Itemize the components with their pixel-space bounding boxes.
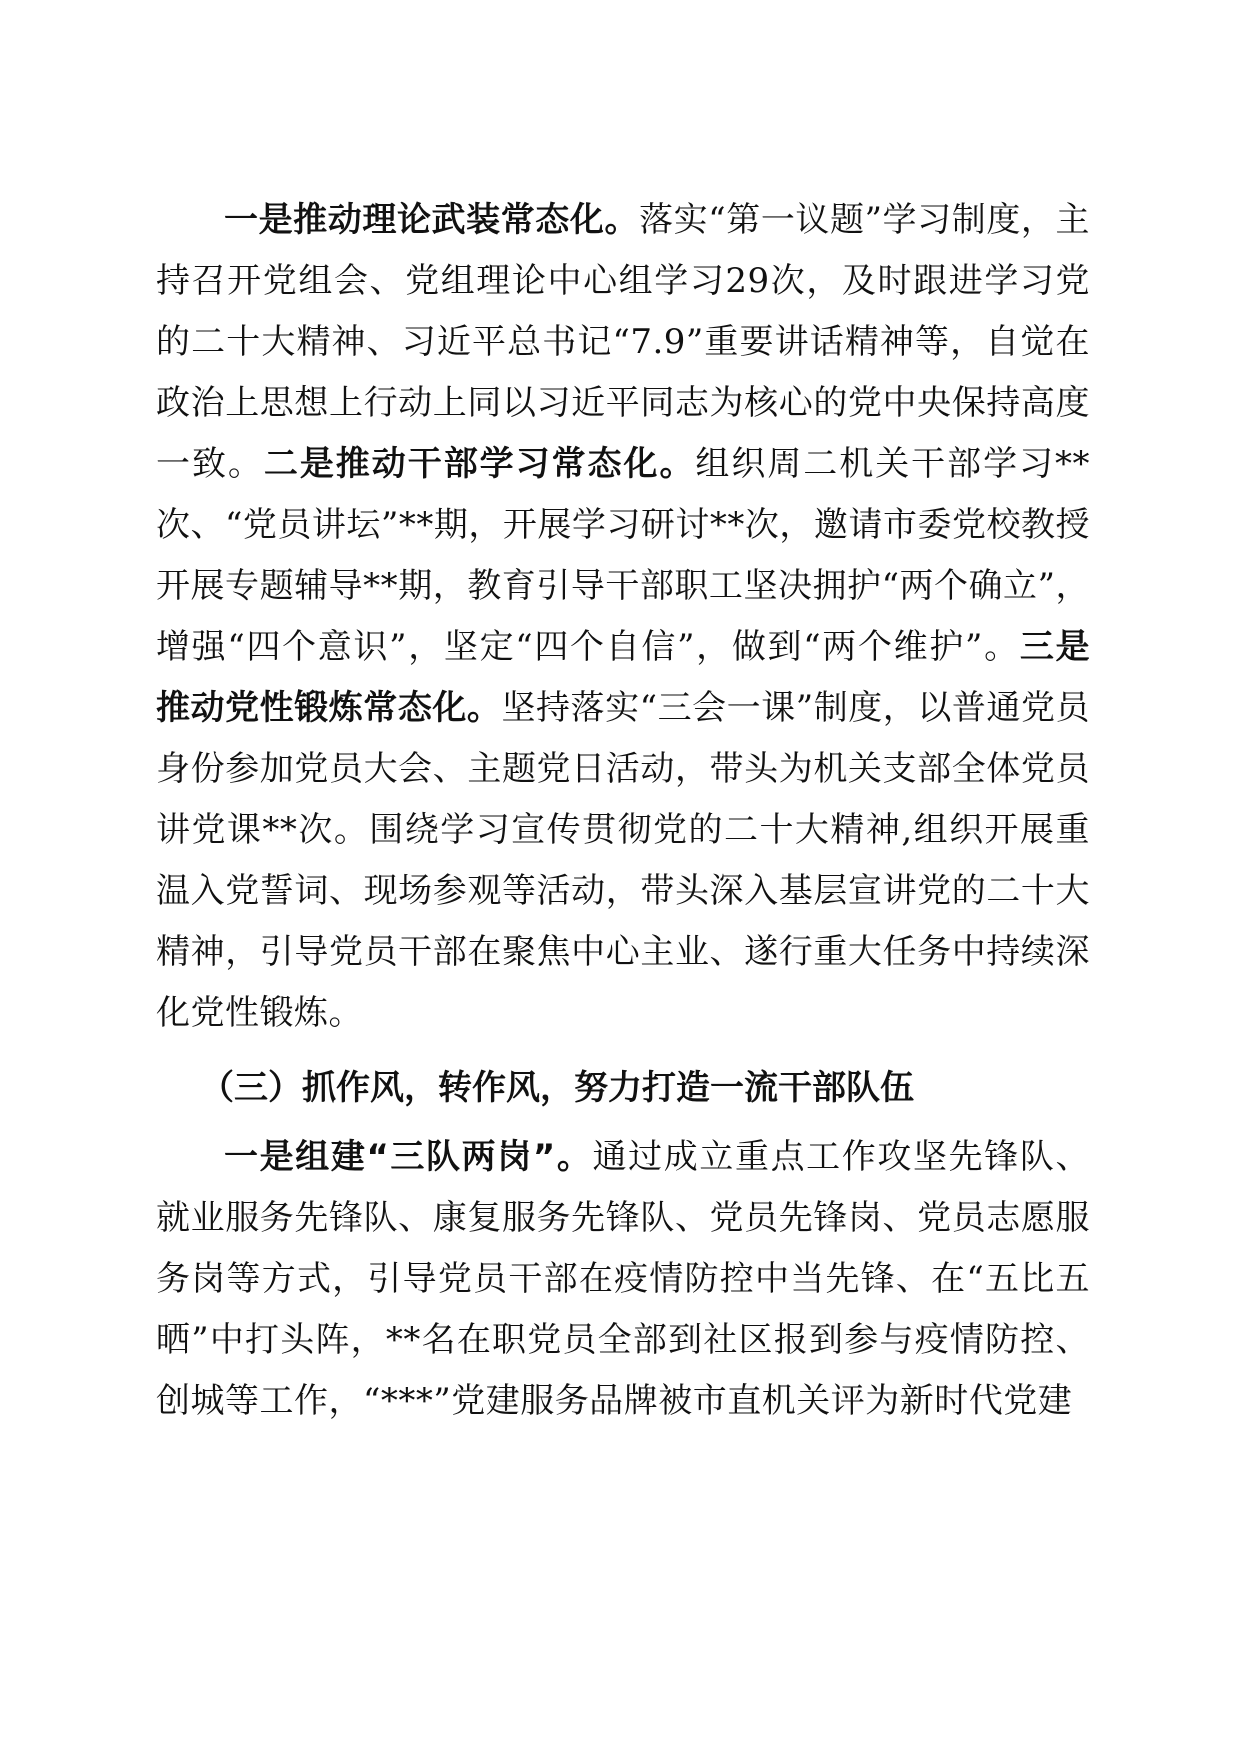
lead-cadre-study: 二是推动干部学习常态化。 xyxy=(263,444,696,484)
paragraph-theory-study xyxy=(156,190,1090,1044)
lead-teams-posts: 一是组建“三队两岗”。 xyxy=(224,1137,593,1177)
paragraph-teams-posts xyxy=(156,1127,1090,1432)
text-party-spirit: 坚持落实“三会一课”制度，以普通党员身份参加党员大会、主题党日活动，带头为机关支部全体党员讲党课**次。围绕学习宣传贯彻党的二十大精神,组织开展重温入党誓词、现场参观等活动，带头深入基层宣讲党的二十大精神，引导党员干部在聚焦中心主业、遂行重大任务中持续深化党性锻炼。 xyxy=(156,688,1091,1033)
document-page xyxy=(156,190,1090,1432)
lead-theory-armament: 一是推动理论武装常态化。 xyxy=(224,200,640,240)
text-teams-posts: 通过成立重点工作攻坚先锋队、就业服务先锋队、康复服务先锋队、党员先锋岗、党员志愿服务岗等方式，引导党员干部在疫情防控中当先锋、在“五比五晒”中打头阵，**名在职党员全部到社区报到参与疫情防控、创城等工作，“***”党建服务品牌被市直机关评为新时代党建 xyxy=(156,1137,1090,1421)
lead-party-spirit: 三是推动党性锻炼常态化。 xyxy=(156,627,1090,728)
text-theory-armament: 落实“第一议题”学习制度，主持召开党组会、党组理论中心组学习29次，及时跟进学习党的二十大精神、习近平总书记“7.9”重要讲话精神等，自觉在政治上思想上行动上同以习近平同志为核心的党中央保持高度一致。 xyxy=(156,200,1091,484)
section-heading: （三）抓作风，转作风，努力打造一流干部队伍 xyxy=(200,1068,914,1108)
text-cadre-study: 组织周二机关干部学习**次、“党员讲坛”**期，开展学习研讨**次，邀请市委党校教授开展专题辅导**期，教育引导干部职工坚决拥护“两个确立”，增强“四个意识”，坚定“四个自信”，做到“两个维护”。 xyxy=(156,444,1091,667)
